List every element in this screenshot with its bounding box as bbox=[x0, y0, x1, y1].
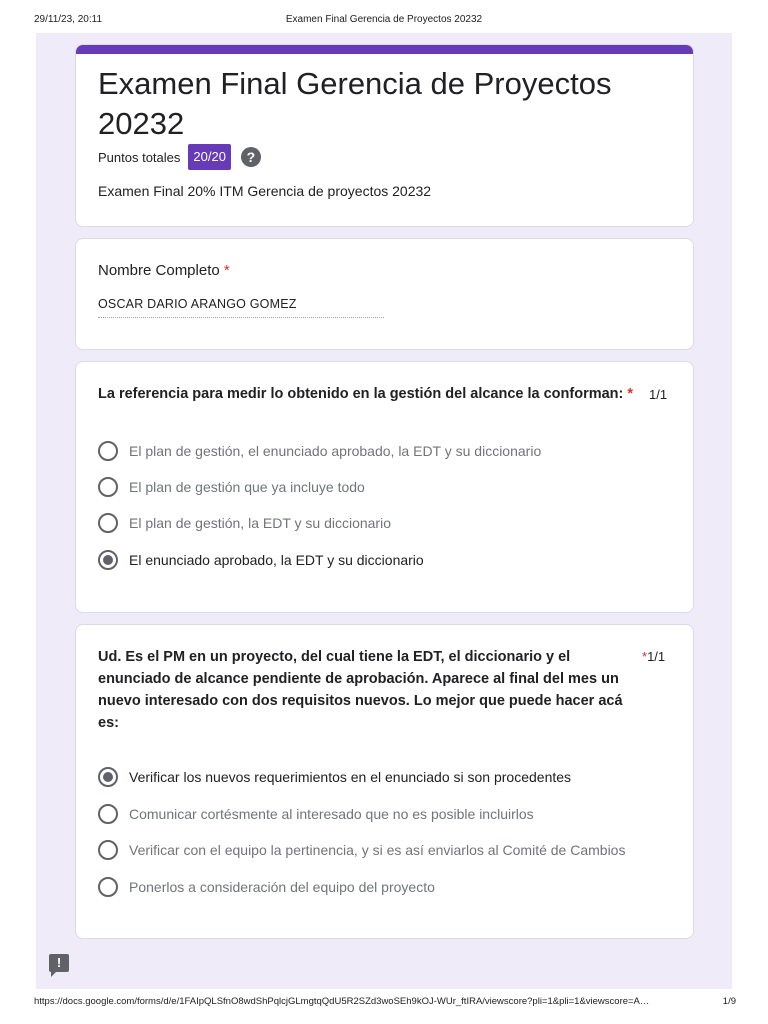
question-score-2 bbox=[642, 649, 665, 664]
required-asterisk: * bbox=[223, 262, 230, 279]
radio-checked-icon[interactable] bbox=[98, 767, 118, 787]
question-title-text: La referencia para medir lo obtenido en la gestión del alcance la conforman: bbox=[98, 386, 624, 402]
required-asterisk: * bbox=[627, 386, 634, 402]
name-answer: OSCAR DARIO ARANGO GOMEZ bbox=[98, 297, 384, 318]
accent-bar bbox=[76, 45, 693, 54]
option-label: El enunciado aprobado, la EDT y su diccionario bbox=[129, 552, 424, 568]
required-asterisk: * bbox=[642, 649, 648, 664]
radio-unchecked-icon[interactable] bbox=[98, 513, 118, 533]
option-2-c[interactable] bbox=[98, 839, 625, 861]
option-label: El plan de gestión, la EDT y su diccionario bbox=[129, 515, 391, 531]
question-card-name bbox=[75, 238, 694, 350]
option-label: El plan de gestión que ya incluye todo bbox=[129, 479, 365, 495]
option-1-c[interactable] bbox=[98, 512, 391, 534]
points-label: Puntos totales bbox=[98, 149, 181, 165]
print-datetime: 29/11/23, 20:11 bbox=[34, 14, 103, 25]
option-label: El plan de gestión, el enunciado aprobado, la EDT y su diccionario bbox=[129, 443, 542, 459]
question-label-name bbox=[98, 262, 230, 279]
points-badge: 20/20 bbox=[188, 144, 231, 170]
radio-unchecked-icon[interactable] bbox=[98, 804, 118, 824]
print-page-number: 1/9 bbox=[722, 996, 736, 1007]
print-doc-title: Examen Final Gerencia de Proyectos 20232 bbox=[285, 14, 483, 25]
option-1-b[interactable] bbox=[98, 476, 365, 498]
print-url: https://docs.google.com/forms/d/e/1FAIpQLSfnO8wdShPqlcjGLmgtqQdU5R2SZd3woSEh9kOJ-WUr_ftIRA/viewscore?pli=1&pli=1&viewscore=A… bbox=[34, 996, 650, 1007]
option-2-a[interactable] bbox=[98, 766, 571, 788]
option-1-d[interactable] bbox=[98, 549, 424, 571]
option-label: Ponerlos a consideración del equipo del proyecto bbox=[129, 879, 435, 895]
report-feedback-icon[interactable]: ! bbox=[49, 954, 69, 972]
form-title: Examen Final Gerencia de Proyectos 20232 bbox=[98, 66, 612, 141]
radio-unchecked-icon[interactable] bbox=[98, 441, 118, 461]
option-label: Verificar con el equipo la pertinencia, y si es así enviarlos al Comité de Cambios bbox=[129, 842, 626, 858]
option-2-d[interactable] bbox=[98, 876, 435, 898]
question-title-1 bbox=[98, 383, 643, 405]
radio-unchecked-icon[interactable] bbox=[98, 477, 118, 497]
option-2-b[interactable] bbox=[98, 803, 534, 825]
question-score-1: 1/1 bbox=[649, 387, 668, 402]
points-row bbox=[98, 143, 261, 171]
option-label: Verificar los nuevos requerimientos en el enunciado si son procedentes bbox=[129, 769, 572, 785]
form-description: Examen Final 20% ITM Gerencia de proyectos 20232 bbox=[98, 183, 432, 199]
score-value: 1/1 bbox=[647, 649, 666, 664]
question-title-2: Ud. Es el PM en un proyecto, del cual tiene la EDT, el diccionario y el enunciado de alcance pendiente de aprobación. Aparece al final del mes un nuevo interesado con dos requisitos nuevos. Lo mejor que puede hacer acá es: bbox=[98, 649, 623, 731]
radio-unchecked-icon[interactable] bbox=[98, 840, 118, 860]
option-1-a[interactable] bbox=[98, 440, 541, 462]
question-label-text: Nombre Completo bbox=[98, 262, 220, 279]
print-header bbox=[0, 14, 768, 30]
help-circle-icon[interactable]: ? bbox=[241, 147, 261, 167]
radio-checked-icon[interactable] bbox=[98, 550, 118, 570]
radio-unchecked-icon[interactable] bbox=[98, 877, 118, 897]
option-label: Comunicar cortésmente al interesado que no es posible incluirlos bbox=[129, 806, 534, 822]
